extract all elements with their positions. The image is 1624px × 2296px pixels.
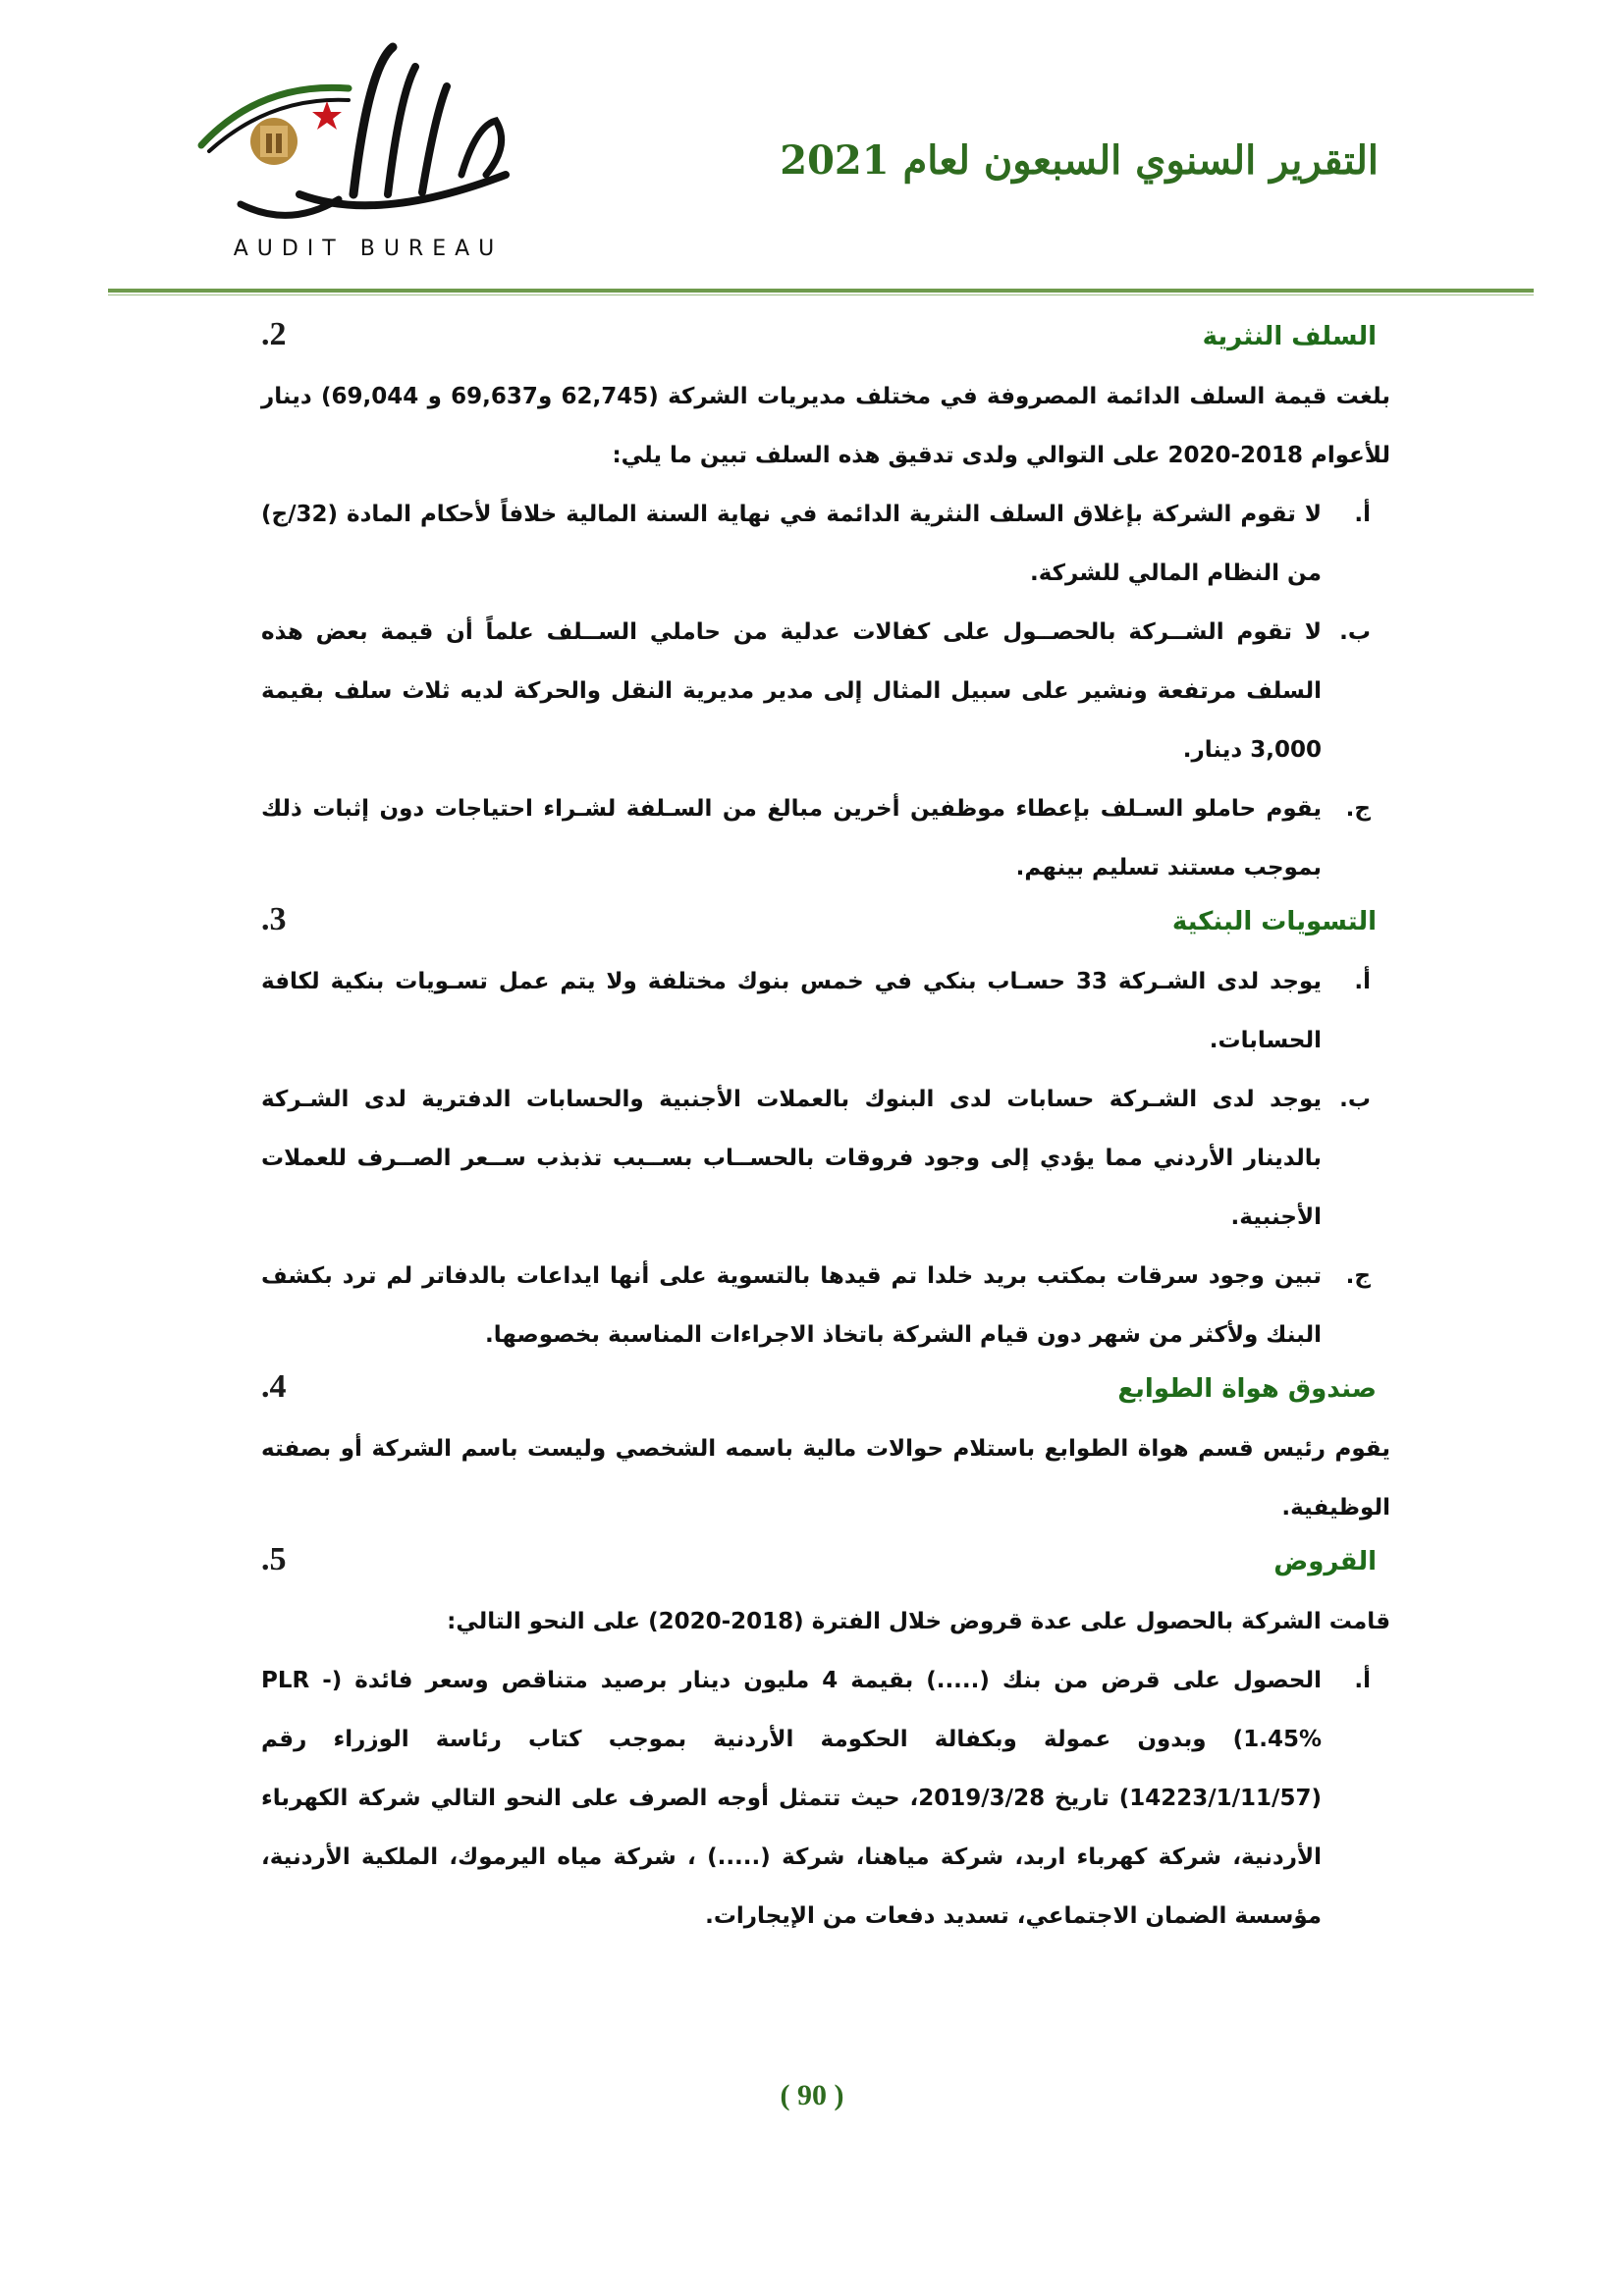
list-item [261, 952, 1390, 1070]
section-title: صندوق هواة الطوابع [1117, 1374, 1377, 1404]
section-body [261, 1592, 1390, 1946]
section-paragraph: بلغت قيمة السلف الدائمة المصروفة في مختلف مديريات الشركة (62,745 و69,637 و 69,044) دينار للأعوام 2018-2020 على التوالي ولدى تدقيق هذه السلف تبين ما يلي: [261, 384, 1390, 468]
section-body [261, 367, 1390, 897]
list-item-text: يوجد لدى الشـركة حسابات لدى البنوك بالعملات الأجنبية والحسابات الدفترية لدى الشـركة بالدينار الأردني مما يؤدي إلى وجود فروقات بالحســاب بســبب تذبذب ســعر الصــرف للعملات الأجنبية. [261, 1087, 1322, 1230]
section-heading [261, 316, 1390, 367]
list-item [261, 1651, 1390, 1946]
list-item-text: يوجد لدى الشـركة 33 حسـاب بنكي في خمس بنوك مختلفة ولا يتم عمل تسـويات بنكية لكافة الحسابات. [261, 969, 1322, 1053]
section-title: التسويات البنكية [1171, 907, 1377, 936]
section-paragraph: قامت الشركة بالحصول على عدة قروض خلال الفترة (2018-2020) على النحو التالي: [447, 1609, 1390, 1634]
header-divider [108, 289, 1534, 293]
section-heading [261, 901, 1390, 952]
list-item-text: الحصول على قرض من بنك (.....) بقيمة 4 مليون دينار برصيد متناقص وسعر فائدة (PLR - 1.45%) وبدون عمولة وبكفالة الحكومة الأردنية بموجب كتاب رئاسة الوزراء رقم (14223/1/11/57) تاريخ 2019/3/28، حيث تتمثل أوجه الصرف على النحو التالي شركة الكهرباء الأردنية، شركة كهرباء اربد، شركة مياهنا، شركة (.....) ، شركة مياه اليرموك، الملكية الأردنية، مؤسسة الضمان الاجتماعي، تسديد دفعات من الإيجارات. [261, 1668, 1323, 1929]
list-marker: ج. [1345, 1263, 1371, 1289]
list-item-text: لا تقوم الشركة بإغلاق السلف النثرية الدائمة في نهاية السنة المالية خلافاً لأحكام المادة (32/ج) من النظام المالي للشركة. [261, 502, 1322, 586]
audit-bureau-logo [182, 27, 555, 263]
logo-caption: AUDIT BUREAU [233, 237, 504, 261]
list-item [261, 603, 1390, 779]
list-marker: ب. [1339, 619, 1371, 645]
report-title: التقرير السنوي السبعون لعام 2021 [780, 137, 1379, 184]
section-body [261, 1419, 1390, 1537]
list-item [261, 779, 1390, 897]
list-marker: ج. [1345, 796, 1371, 822]
section-title: القروض [1273, 1547, 1377, 1576]
list-marker: أ. [1354, 502, 1371, 527]
section-paragraph: يقوم رئيس قسم هواة الطوابع باستلام حوالات مالية باسمه الشخصي وليست باسم الشركة أو بصفته الوظيفية. [261, 1436, 1390, 1521]
section-number: .2 [261, 316, 287, 352]
page-number: ( 90 ) [780, 2079, 844, 2111]
list-marker: ب. [1339, 1087, 1371, 1112]
page-content [261, 312, 1390, 1946]
list-marker: أ. [1354, 1668, 1371, 1693]
page-header [0, 0, 1624, 294]
header-divider-thin [108, 294, 1534, 295]
section-heading [261, 1541, 1390, 1592]
section-number: .4 [261, 1368, 287, 1405]
list-item-text: يقوم حاملو السـلف بإعطاء موظفين أخرين مبالغ من السـلفة لشـراء احتياجات دون إثبات ذلك بموجب مستند تسليم بينهم. [261, 796, 1322, 881]
section-number: .3 [261, 901, 287, 937]
section-number: .5 [261, 1541, 287, 1577]
list-marker: أ. [1354, 969, 1371, 994]
list-item [261, 1070, 1390, 1247]
list-item [261, 485, 1390, 603]
section-title: السلف النثرية [1202, 322, 1377, 351]
section-heading [261, 1368, 1390, 1419]
section-body [261, 952, 1390, 1364]
list-item-text: لا تقوم الشــركة بالحصــول على كفالات عدلية من حاملي الســلف علماً أن قيمة بعض هذه السلف مرتفعة ونشير على سبيل المثال إلى مدير مديرية النقل والحركة لديه ثلاث سلف بقيمة 3,000 دينار. [261, 619, 1322, 763]
list-item-text: تبين وجود سرقات بمكتب بريد خلدا تم قيدها بالتسوية على أنها ايداعات بالدفاتر لم ترد بكشف البنك ولأكثر من شهر دون قيام الشركة باتخاذ الاجراءات المناسبة بخصوصها. [261, 1263, 1322, 1348]
list-item [261, 1247, 1390, 1364]
